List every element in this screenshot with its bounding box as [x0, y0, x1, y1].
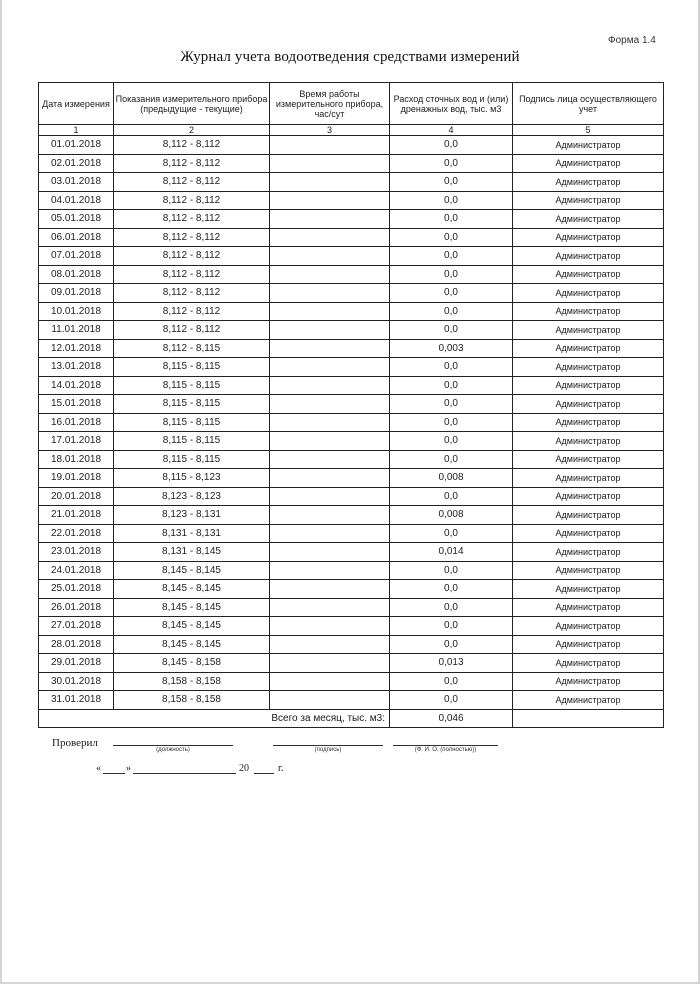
- table-row: [39, 487, 664, 506]
- volume-cell: 0,0: [390, 432, 513, 451]
- operating-time-cell: [270, 672, 390, 691]
- signature-line: [273, 745, 383, 746]
- column-header-meter-readings: Показания измерительного прибора (предыдущие - текущие): [114, 83, 270, 125]
- date-cell: 16.01.2018: [39, 413, 114, 432]
- date-cell: 04.01.2018: [39, 191, 114, 210]
- signature-cell: Администратор: [513, 154, 664, 173]
- table-row: [39, 654, 664, 673]
- date-cell: 12.01.2018: [39, 339, 114, 358]
- table-row: [39, 617, 664, 636]
- operating-time-cell: [270, 321, 390, 340]
- operating-time-cell: [270, 487, 390, 506]
- volume-cell: 0,0: [390, 376, 513, 395]
- operating-time-cell: [270, 524, 390, 543]
- signature-cell: Администратор: [513, 487, 664, 506]
- meter-readings-cell: 8,131 - 8,131: [114, 524, 270, 543]
- signature-cell: Администратор: [513, 247, 664, 266]
- volume-cell: 0,0: [390, 302, 513, 321]
- volume-cell: 0,0: [390, 598, 513, 617]
- volume-cell: 0,0: [390, 395, 513, 414]
- table-row: [39, 432, 664, 451]
- operating-time-cell: [270, 358, 390, 377]
- signature-cell: Администратор: [513, 598, 664, 617]
- meter-readings-cell: 8,112 - 8,112: [114, 302, 270, 321]
- table-row: [39, 154, 664, 173]
- operating-time-cell: [270, 450, 390, 469]
- table-row: [39, 210, 664, 229]
- operating-time-cell: [270, 598, 390, 617]
- volume-cell: 0,0: [390, 580, 513, 599]
- meter-readings-cell: 8,112 - 8,112: [114, 321, 270, 340]
- volume-cell: 0,0: [390, 265, 513, 284]
- volume-cell: 0,014: [390, 543, 513, 562]
- operating-time-cell: [270, 469, 390, 488]
- meter-readings-cell: 8,145 - 8,145: [114, 635, 270, 654]
- meter-readings-cell: 8,145 - 8,158: [114, 654, 270, 673]
- meter-readings-cell: 8,123 - 8,123: [114, 487, 270, 506]
- table-row: [39, 580, 664, 599]
- date-cell: 08.01.2018: [39, 265, 114, 284]
- meter-readings-cell: 8,112 - 8,112: [114, 210, 270, 229]
- operating-time-cell: [270, 247, 390, 266]
- total-signature-cell: [513, 709, 664, 728]
- volume-cell: 0,008: [390, 469, 513, 488]
- signature-cell: Администратор: [513, 691, 664, 710]
- meter-readings-cell: 8,115 - 8,115: [114, 358, 270, 377]
- meter-readings-cell: 8,145 - 8,145: [114, 561, 270, 580]
- date-cell: 30.01.2018: [39, 672, 114, 691]
- table-row: [39, 543, 664, 562]
- date-cell: 02.01.2018: [39, 154, 114, 173]
- operating-time-cell: [270, 691, 390, 710]
- signature-cell: Администратор: [513, 395, 664, 414]
- operating-time-cell: [270, 284, 390, 303]
- table-row: [39, 506, 664, 525]
- signature-cell: Администратор: [513, 136, 664, 155]
- date-cell: 24.01.2018: [39, 561, 114, 580]
- table-row: [39, 228, 664, 247]
- signature-cell: Администратор: [513, 413, 664, 432]
- table-row: [39, 635, 664, 654]
- table-row: [39, 247, 664, 266]
- date-cell: 03.01.2018: [39, 173, 114, 192]
- meter-readings-cell: 8,115 - 8,115: [114, 450, 270, 469]
- signature-cell: Администратор: [513, 543, 664, 562]
- operating-time-cell: [270, 302, 390, 321]
- column-header-date: Дата измерения: [39, 83, 114, 125]
- total-row: [39, 709, 664, 728]
- operating-time-cell: [270, 265, 390, 284]
- form-number: Форма 1.4: [608, 35, 656, 46]
- signature-cell: Администратор: [513, 450, 664, 469]
- signature-caption: (подпись): [314, 747, 342, 753]
- operating-time-cell: [270, 635, 390, 654]
- meter-readings-cell: 8,145 - 8,145: [114, 617, 270, 636]
- date-cell: 13.01.2018: [39, 358, 114, 377]
- total-value: 0,046: [390, 709, 513, 728]
- table-header-row: [39, 83, 664, 125]
- volume-cell: 0,0: [390, 247, 513, 266]
- position-caption: (должность): [156, 747, 190, 753]
- signature-cell: Администратор: [513, 506, 664, 525]
- full-name-caption: (Ф. И. О. (полностью)): [414, 747, 477, 753]
- column-number: 3: [270, 125, 390, 136]
- water-disposal-log-table: [38, 82, 664, 728]
- operating-time-cell: [270, 173, 390, 192]
- column-number: 4: [390, 125, 513, 136]
- operating-time-cell: [270, 413, 390, 432]
- volume-cell: 0,0: [390, 672, 513, 691]
- operating-time-cell: [270, 617, 390, 636]
- signature-cell: Администратор: [513, 228, 664, 247]
- operating-time-cell: [270, 376, 390, 395]
- table-row: [39, 395, 664, 414]
- column-number: 1: [39, 125, 114, 136]
- date-cell: 27.01.2018: [39, 617, 114, 636]
- table-row: [39, 524, 664, 543]
- meter-readings-cell: 8,115 - 8,115: [114, 432, 270, 451]
- table-row: [39, 358, 664, 377]
- signature-cell: Администратор: [513, 635, 664, 654]
- signature-cell: Администратор: [513, 617, 664, 636]
- date-cell: 22.01.2018: [39, 524, 114, 543]
- position-line: [113, 745, 233, 746]
- operating-time-cell: [270, 543, 390, 562]
- table-row: [39, 376, 664, 395]
- volume-cell: 0,003: [390, 339, 513, 358]
- date-day-line: [103, 773, 125, 774]
- signature-cell: Администратор: [513, 561, 664, 580]
- date-cell: 23.01.2018: [39, 543, 114, 562]
- date-month-line: [133, 773, 236, 774]
- volume-cell: 0,0: [390, 635, 513, 654]
- signature-cell: Администратор: [513, 302, 664, 321]
- meter-readings-cell: 8,112 - 8,112: [114, 173, 270, 192]
- date-cell: 01.01.2018: [39, 136, 114, 155]
- table-row: [39, 672, 664, 691]
- signature-cell: Администратор: [513, 672, 664, 691]
- date-cell: 15.01.2018: [39, 395, 114, 414]
- date-cell: 05.01.2018: [39, 210, 114, 229]
- date-cell: 28.01.2018: [39, 635, 114, 654]
- operating-time-cell: [270, 654, 390, 673]
- meter-readings-cell: 8,145 - 8,145: [114, 580, 270, 599]
- signature-cell: Администратор: [513, 469, 664, 488]
- meter-readings-cell: 8,112 - 8,112: [114, 136, 270, 155]
- volume-cell: 0,0: [390, 358, 513, 377]
- table-row: [39, 284, 664, 303]
- document-title: Журнал учета водоотведения средствами измерений: [180, 49, 520, 65]
- operating-time-cell: [270, 210, 390, 229]
- date-cell: 26.01.2018: [39, 598, 114, 617]
- volume-cell: 0,0: [390, 561, 513, 580]
- operating-time-cell: [270, 561, 390, 580]
- date-cell: 11.01.2018: [39, 321, 114, 340]
- date-cell: 19.01.2018: [39, 469, 114, 488]
- table-body: [39, 136, 664, 710]
- volume-cell: 0,0: [390, 284, 513, 303]
- volume-cell: 0,0: [390, 691, 513, 710]
- operating-time-cell: [270, 228, 390, 247]
- signature-cell: Администратор: [513, 432, 664, 451]
- column-number-row: [39, 125, 664, 136]
- date-cell: 17.01.2018: [39, 432, 114, 451]
- date-cell: 21.01.2018: [39, 506, 114, 525]
- date-cell: 14.01.2018: [39, 376, 114, 395]
- table-row: [39, 598, 664, 617]
- operating-time-cell: [270, 136, 390, 155]
- volume-cell: 0,0: [390, 173, 513, 192]
- date-cell: 10.01.2018: [39, 302, 114, 321]
- date-cell: 31.01.2018: [39, 691, 114, 710]
- table-row: [39, 302, 664, 321]
- signature-cell: Администратор: [513, 654, 664, 673]
- table-row: [39, 339, 664, 358]
- volume-cell: 0,0: [390, 524, 513, 543]
- signature-cell: Администратор: [513, 376, 664, 395]
- signature-cell: Администратор: [513, 265, 664, 284]
- signature-cell: Администратор: [513, 210, 664, 229]
- volume-cell: 0,0: [390, 191, 513, 210]
- date-year-suffix: г.: [278, 763, 284, 774]
- table-row: [39, 413, 664, 432]
- date-cell: 29.01.2018: [39, 654, 114, 673]
- meter-readings-cell: 8,115 - 8,115: [114, 376, 270, 395]
- volume-cell: 0,013: [390, 654, 513, 673]
- table-row: [39, 450, 664, 469]
- volume-cell: 0,008: [390, 506, 513, 525]
- signature-cell: Администратор: [513, 580, 664, 599]
- date-quote-open: «: [96, 763, 101, 774]
- volume-cell: 0,0: [390, 450, 513, 469]
- meter-readings-cell: 8,115 - 8,123: [114, 469, 270, 488]
- column-number: 2: [114, 125, 270, 136]
- operating-time-cell: [270, 154, 390, 173]
- volume-cell: 0,0: [390, 617, 513, 636]
- meter-readings-cell: 8,112 - 8,112: [114, 228, 270, 247]
- signature-cell: Администратор: [513, 321, 664, 340]
- operating-time-cell: [270, 191, 390, 210]
- date-quote-close: »: [126, 763, 131, 774]
- full-name-line: [393, 745, 498, 746]
- meter-readings-cell: 8,123 - 8,131: [114, 506, 270, 525]
- meter-readings-cell: 8,115 - 8,115: [114, 395, 270, 414]
- checked-by-label: Проверил: [52, 737, 98, 749]
- volume-cell: 0,0: [390, 228, 513, 247]
- table-row: [39, 691, 664, 710]
- table-row: [39, 191, 664, 210]
- date-cell: 07.01.2018: [39, 247, 114, 266]
- date-year-prefix: 20: [239, 763, 249, 774]
- meter-readings-cell: 8,158 - 8,158: [114, 672, 270, 691]
- volume-cell: 0,0: [390, 487, 513, 506]
- signature-cell: Администратор: [513, 358, 664, 377]
- table-row: [39, 136, 664, 155]
- meter-readings-cell: 8,158 - 8,158: [114, 691, 270, 710]
- volume-cell: 0,0: [390, 154, 513, 173]
- meter-readings-cell: 8,131 - 8,145: [114, 543, 270, 562]
- volume-cell: 0,0: [390, 210, 513, 229]
- date-cell: 25.01.2018: [39, 580, 114, 599]
- date-cell: 06.01.2018: [39, 228, 114, 247]
- operating-time-cell: [270, 580, 390, 599]
- meter-readings-cell: 8,112 - 8,115: [114, 339, 270, 358]
- volume-cell: 0,0: [390, 136, 513, 155]
- operating-time-cell: [270, 339, 390, 358]
- page-edge-left: [0, 0, 2, 984]
- meter-readings-cell: 8,145 - 8,145: [114, 598, 270, 617]
- signature-cell: Администратор: [513, 284, 664, 303]
- operating-time-cell: [270, 395, 390, 414]
- meter-readings-cell: 8,112 - 8,112: [114, 154, 270, 173]
- column-header-operating-time: Время работы измерительного прибора, час/сут: [270, 83, 390, 125]
- column-header-wastewater-volume: Расход сточных вод и (или) дренажных вод, тыс. м3: [390, 83, 513, 125]
- meter-readings-cell: 8,112 - 8,112: [114, 247, 270, 266]
- date-cell: 18.01.2018: [39, 450, 114, 469]
- operating-time-cell: [270, 506, 390, 525]
- table-row: [39, 173, 664, 192]
- table-row: [39, 265, 664, 284]
- operating-time-cell: [270, 432, 390, 451]
- table-row: [39, 561, 664, 580]
- signature-cell: Администратор: [513, 173, 664, 192]
- total-label: Всего за месяц, тыс. м3:: [39, 709, 390, 728]
- date-cell: 20.01.2018: [39, 487, 114, 506]
- column-number: 5: [513, 125, 664, 136]
- meter-readings-cell: 8,112 - 8,112: [114, 284, 270, 303]
- table-row: [39, 469, 664, 488]
- signature-cell: Администратор: [513, 191, 664, 210]
- table-row: [39, 321, 664, 340]
- date-year-line: [254, 773, 274, 774]
- meter-readings-cell: 8,112 - 8,112: [114, 265, 270, 284]
- volume-cell: 0,0: [390, 413, 513, 432]
- signature-cell: Администратор: [513, 339, 664, 358]
- meter-readings-cell: 8,112 - 8,112: [114, 191, 270, 210]
- volume-cell: 0,0: [390, 321, 513, 340]
- signature-cell: Администратор: [513, 524, 664, 543]
- date-cell: 09.01.2018: [39, 284, 114, 303]
- meter-readings-cell: 8,115 - 8,115: [114, 413, 270, 432]
- column-header-signature: Подпись лица осуществляющего учет: [513, 83, 664, 125]
